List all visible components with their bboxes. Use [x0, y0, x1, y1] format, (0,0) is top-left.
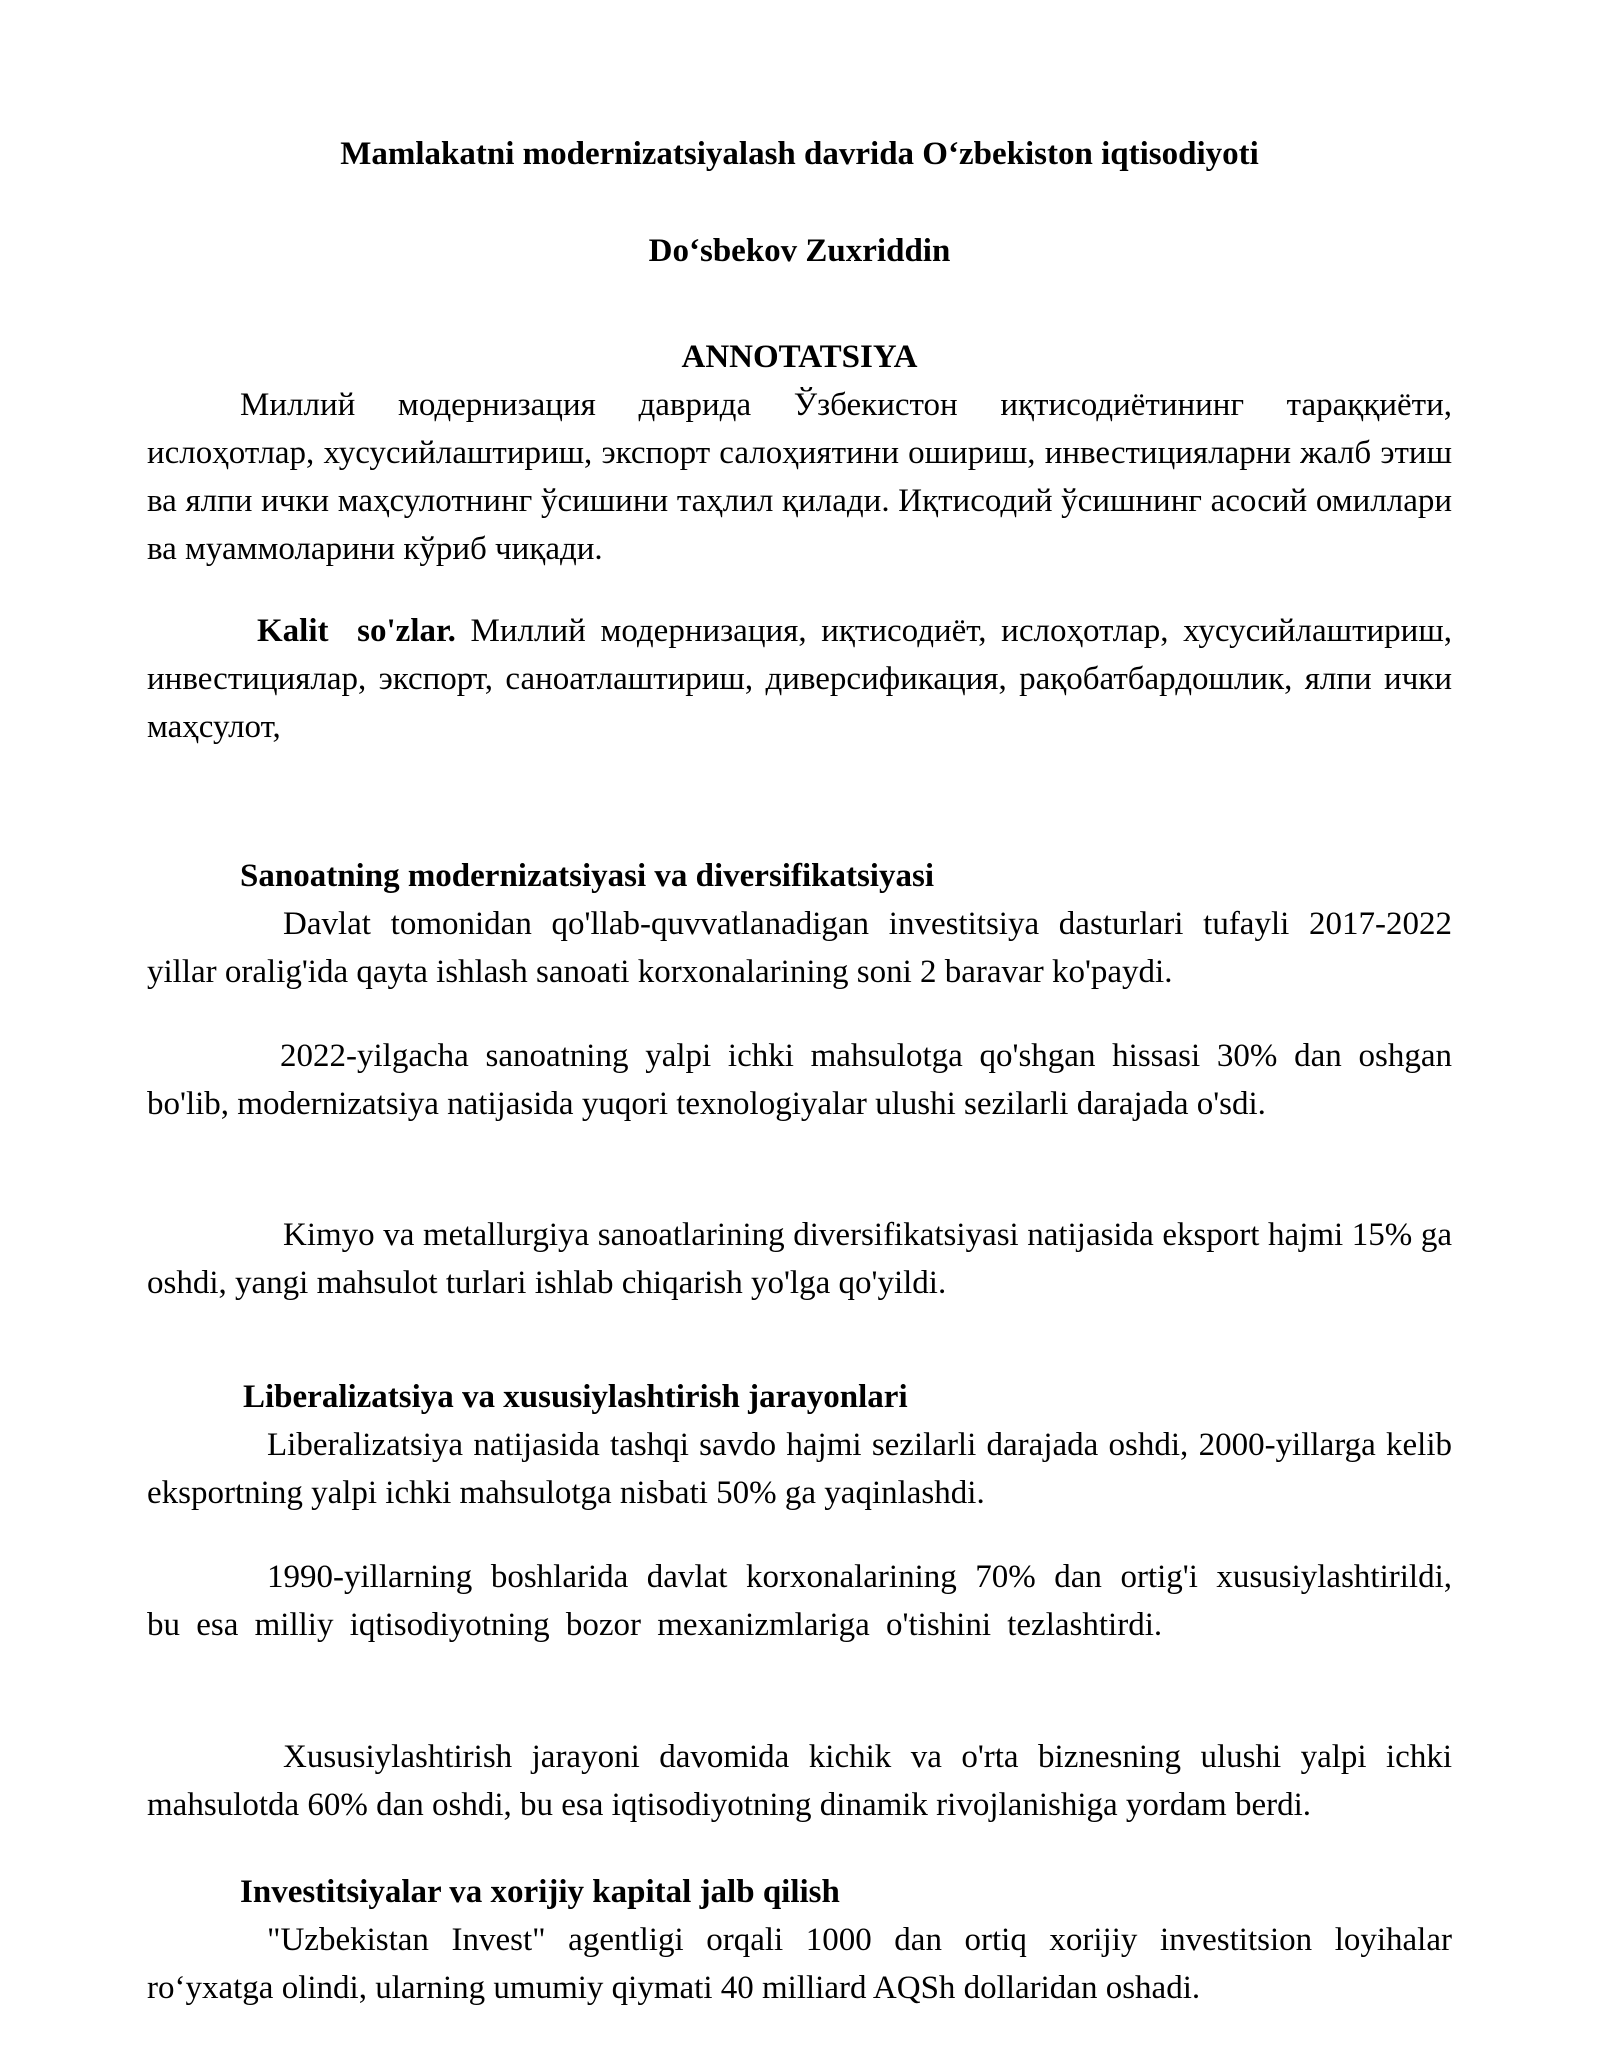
- keywords-paragraph: [147, 607, 1452, 751]
- annotation-heading: ANNOTATSIYA: [681, 339, 918, 375]
- keywords-label: Kalit so'zlar.: [257, 613, 456, 649]
- section-heading-liberalization: Liberalizatsiya va xususiylashtirish jarayonlari: [243, 1379, 908, 1415]
- paragraph: 1990-yillarning boshlarida davlat korxonalarining 70% dan ortig'i xususiylashtirildi, bu esa milliy iqtisodiyotning bozor mexanizmlariga o'tishini tezlashtirdi.: [147, 1559, 1452, 1643]
- document-title: Mamlakatni modernizatsiyalash davrida O‘zbekiston iqtisodiyoti: [340, 136, 1259, 172]
- paragraph: Xususiylashtirish jarayoni davomida kichik va o'rta biznesning ulushi yalpi ichki mahsulotda 60% dan oshdi, bu esa iqtisodiyotning dinamik rivojlanishiga yordam berdi.: [147, 1739, 1452, 1823]
- paragraph: Liberalizatsiya natijasida tashqi savdo hajmi sezilarli darajada oshdi, 2000-yillarga kelib eksportning yalpi ichki mahsulotga nisbati 50% ga yaqinlashdi.: [147, 1427, 1452, 1511]
- paragraph: "Uzbekistan Invest" agentligi orqali 1000 dan ortiq xorijiy investitsion loyihalar ro‘yxatga olindi, ularning umumiy qiymati 40 milliard AQSh dollaridan oshadi.: [147, 1922, 1452, 2006]
- paragraph: Kimyo va metallurgiya sanoatlarining diversifikatsiyasi natijasida eksport hajmi 15% ga oshdi, yangi mahsulot turlari ishlab chiqarish yo'lga qo'yildi.: [147, 1217, 1452, 1301]
- section-heading-investments: Investitsiyalar va xorijiy kapital jalb qilish: [240, 1874, 840, 1910]
- paragraph: 2022-yilgacha sanoatning yalpi ichki mahsulotga qo'shgan hissasi 30% dan oshgan bo'lib, modernizatsiya natijasida yuqori texnologiyalar ulushi sezilarli darajada o'sdi.: [147, 1038, 1452, 1122]
- keywords-text: Миллий модернизация, иқтисодиёт, ислоҳотлар, хусусийлаштириш, инвестициялар, экспорт, саноатлаштириш, диверсификация, рақобатбардошлик, ялпи ички маҳсулот,: [147, 613, 1452, 745]
- author-name: Do‘sbekov Zuxriddin: [648, 233, 951, 269]
- annotation-text: Миллий модернизация даврида Ўзбекистон иқтисодиётининг тараққиёти, ислоҳотлар, хусусийлаштириш, экспорт салоҳиятини ошириш, инвестицияларни жалб этиш ва ялпи ички маҳсулотнинг ўсишини таҳлил қилади. Иқтисодий ўсишнинг асосий омиллари ва муаммоларини кўриб чиқади.: [147, 387, 1452, 567]
- section-heading-industry: Sanoatning modernizatsiyasi va diversifikatsiyasi: [240, 858, 934, 894]
- paragraph: Davlat tomonidan qo'llab-quvvatlanadigan investitsiya dasturlari tufayli 2017-2022 yillar oralig'ida qayta ishlash sanoati korxonalarining soni 2 baravar ko'paydi.: [147, 906, 1452, 990]
